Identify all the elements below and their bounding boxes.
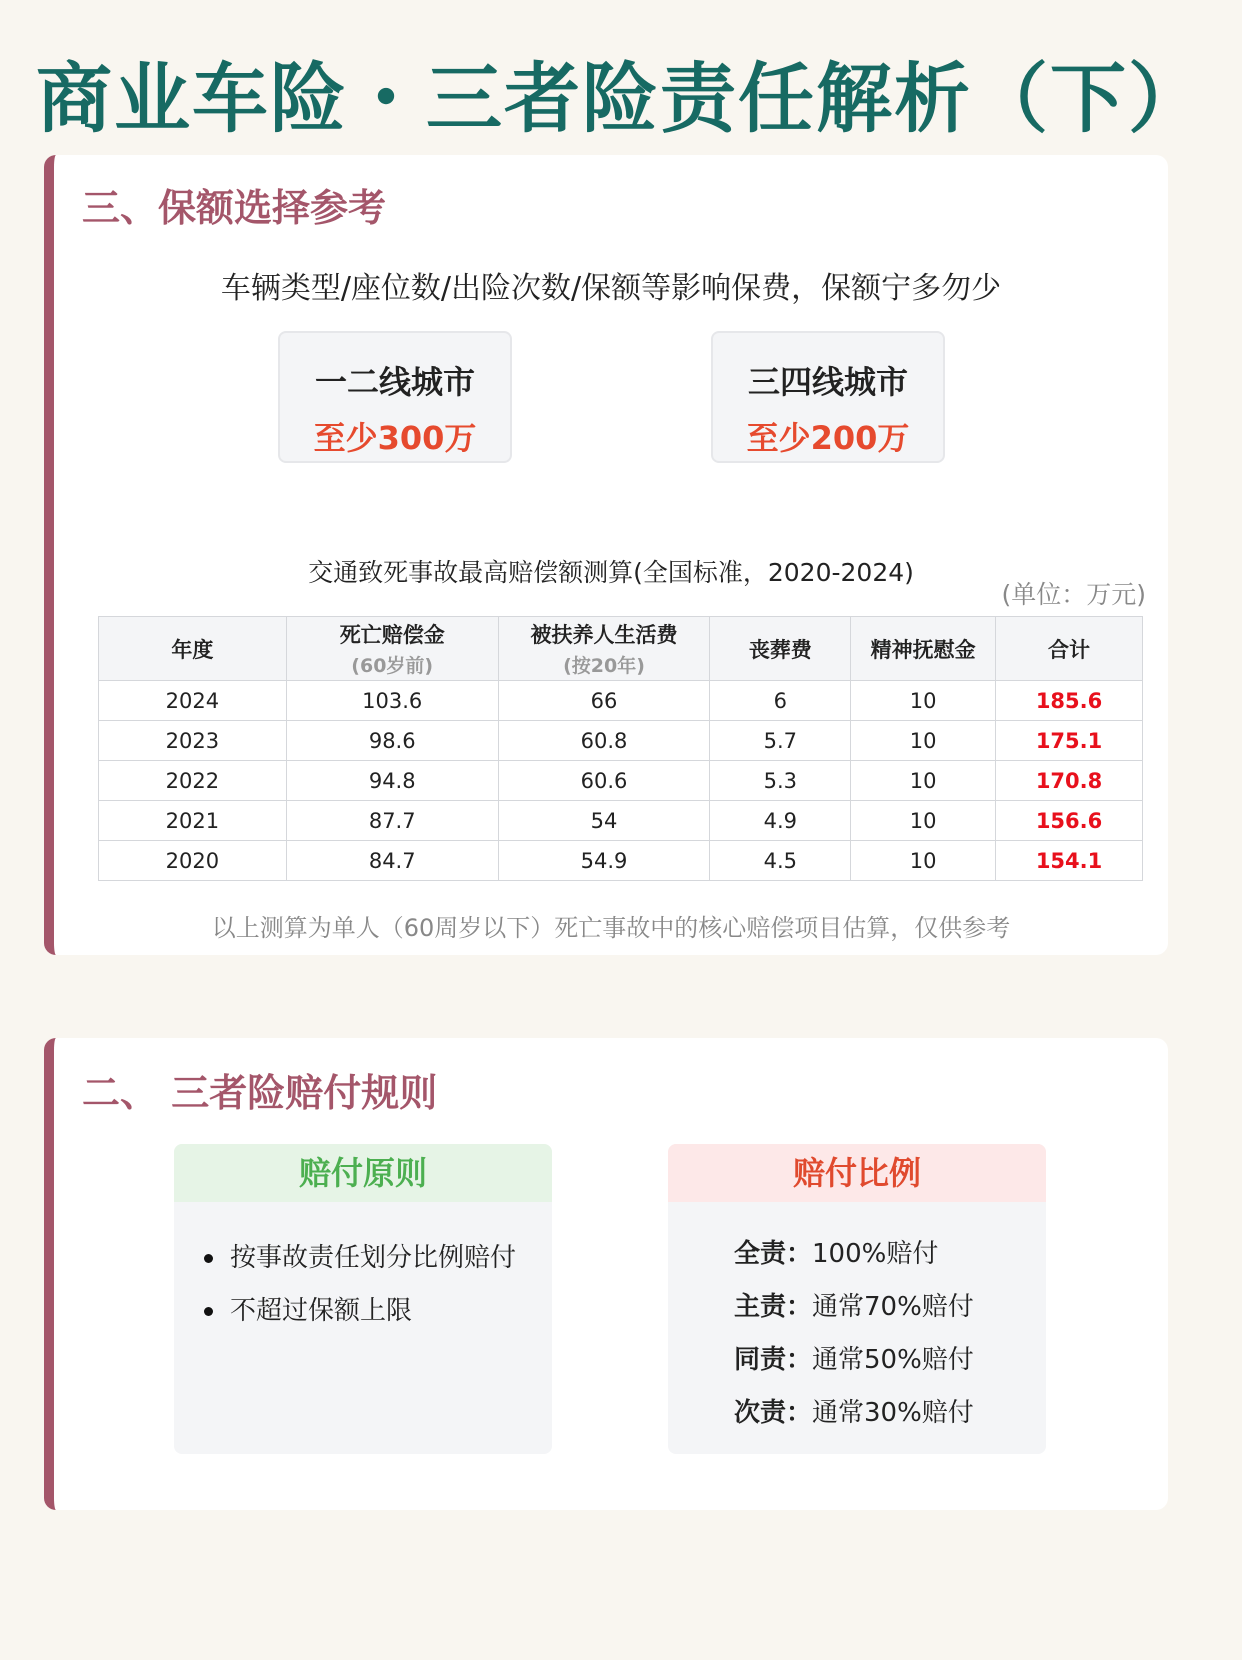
total-cell: 170.8 xyxy=(996,761,1143,801)
column-subheader: (按20年) xyxy=(563,655,645,677)
table-cell: 5.3 xyxy=(710,761,851,801)
table-cell: 5.7 xyxy=(710,721,851,761)
table-cell: 87.7 xyxy=(286,801,498,841)
column-header: 丧葬费 xyxy=(710,617,851,681)
total-cell: 175.1 xyxy=(996,721,1143,761)
table-cell: 66 xyxy=(498,681,710,721)
table-cell: 10 xyxy=(851,721,996,761)
section-subtitle: 车辆类型/座位数/出险次数/保额等影响保费，保额宁多勿少 xyxy=(220,271,1002,306)
ratio-value: 通常50%赔付 xyxy=(812,1345,974,1375)
unit-note: (单位：万元) xyxy=(1001,580,1146,609)
table-row xyxy=(99,721,1143,761)
ratio-row xyxy=(734,1228,1046,1281)
list-item-text: 不超过保额上限 xyxy=(230,1296,413,1326)
ratio-value: 通常30%赔付 xyxy=(812,1398,974,1428)
principles-panel xyxy=(174,1144,552,1454)
column-header: 被扶养人生活费 (按20年) xyxy=(498,617,710,681)
ratio-label: 全责： xyxy=(734,1239,813,1269)
table-cell: 2024 xyxy=(99,681,287,721)
claims-rules-card xyxy=(44,1038,1168,1510)
table-cell: 4.5 xyxy=(710,841,851,881)
table-row xyxy=(99,801,1143,841)
list-item xyxy=(202,1232,552,1285)
city-tier-amount: 至少200万 xyxy=(746,419,910,457)
table-row xyxy=(99,681,1143,721)
ratio-label: 次责： xyxy=(734,1398,813,1428)
list-item-text: 按事故责任划分比例赔付 xyxy=(230,1243,517,1273)
column-header: 合计 xyxy=(996,617,1143,681)
bullet-icon xyxy=(204,1254,213,1263)
table-cell: 2022 xyxy=(99,761,287,801)
table-title: 交通致死事故最高赔偿额测算(全国标准，2020-2024) xyxy=(308,558,914,587)
table-cell: 60.6 xyxy=(498,761,710,801)
ratio-row xyxy=(734,1281,1046,1334)
principles-list xyxy=(174,1232,552,1338)
ratios-title: 赔付比例 xyxy=(668,1144,1046,1202)
table-cell: 10 xyxy=(851,801,996,841)
ratio-row xyxy=(734,1387,1046,1440)
city-tier-amount: 至少300万 xyxy=(313,419,477,457)
city-tier-name: 三四线城市 xyxy=(747,363,908,401)
ratio-label: 同责： xyxy=(734,1345,813,1375)
column-header: 年度 xyxy=(99,617,287,681)
city-tier-box xyxy=(278,331,512,463)
ratio-value: 通常70%赔付 xyxy=(812,1292,974,1322)
table-cell: 6 xyxy=(710,681,851,721)
section-heading: 二、 三者险赔付规则 xyxy=(82,1071,438,1115)
table-cell: 103.6 xyxy=(286,681,498,721)
total-cell: 156.6 xyxy=(996,801,1143,841)
ratios-panel xyxy=(668,1144,1046,1454)
table-cell: 2021 xyxy=(99,801,287,841)
table-cell: 4.9 xyxy=(710,801,851,841)
ratio-row xyxy=(734,1334,1046,1387)
ratios-list xyxy=(668,1228,1046,1440)
column-subheader: (60岁前) xyxy=(351,655,434,677)
table-cell: 54.9 xyxy=(498,841,710,881)
section-heading: 三、保额选择参考 xyxy=(82,186,387,230)
table-cell: 10 xyxy=(851,681,996,721)
table-cell: 2023 xyxy=(99,721,287,761)
table-row xyxy=(99,761,1143,801)
table-cell: 10 xyxy=(851,841,996,881)
page-title: 商业车险・三者险责任解析（下） xyxy=(36,54,1206,143)
table-cell: 10 xyxy=(851,761,996,801)
table-header-row xyxy=(99,617,1143,681)
table-cell: 98.6 xyxy=(286,721,498,761)
coverage-section-card xyxy=(44,155,1168,955)
total-cell: 185.6 xyxy=(996,681,1143,721)
city-tier-name: 一二线城市 xyxy=(314,363,475,401)
table-cell: 60.8 xyxy=(498,721,710,761)
table-cell: 84.7 xyxy=(286,841,498,881)
table-cell: 94.8 xyxy=(286,761,498,801)
ratio-label: 主责： xyxy=(734,1292,813,1322)
column-header: 精神抚慰金 xyxy=(851,617,996,681)
footnote: 以上测算为单人（60周岁以下）死亡事故中的核心赔偿项目估算，仅供参考 xyxy=(211,914,1011,942)
bullet-icon xyxy=(204,1307,213,1316)
table-cell: 54 xyxy=(498,801,710,841)
table-row xyxy=(99,841,1143,881)
city-tier-box xyxy=(711,331,945,463)
list-item xyxy=(202,1285,552,1338)
table-cell: 2020 xyxy=(99,841,287,881)
column-header: 死亡赔偿金 (60岁前) xyxy=(286,617,498,681)
principles-title: 赔付原则 xyxy=(174,1144,552,1202)
compensation-table xyxy=(98,616,1143,881)
total-cell: 154.1 xyxy=(996,841,1143,881)
ratio-value: 100%赔付 xyxy=(812,1239,939,1269)
